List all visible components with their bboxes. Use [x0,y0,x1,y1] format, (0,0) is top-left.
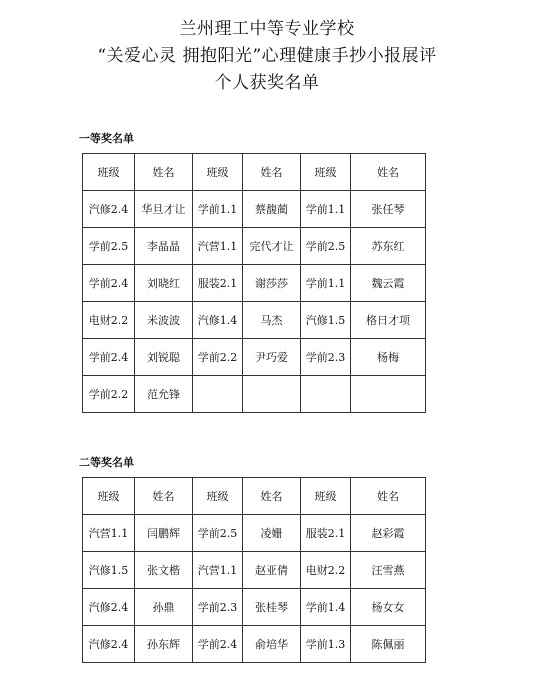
class-cell: 汽营1.1 [83,515,135,552]
name-cell: 赵亚倩 [243,552,301,589]
class-cell: 学前2.5 [193,515,243,552]
name-cell: 谢莎莎 [243,265,301,302]
class-cell: 汽修1.4 [193,302,243,339]
name-cell: 米波波 [135,302,193,339]
name-cell: 完代才让 [243,228,301,265]
first-prize-table [82,153,426,413]
class-cell: 汽修1.5 [83,552,135,589]
class-cell: 学前2.3 [301,339,351,376]
header-cell: 班级 [193,478,243,515]
class-cell: 汽修2.4 [83,191,135,228]
class-cell: 汽修1.5 [301,302,351,339]
class-cell: 学前2.2 [193,339,243,376]
second-prize-label: 二等奖名单 [79,456,134,469]
header-cell: 班级 [83,478,135,515]
name-cell: 尹巧爱 [243,339,301,376]
header-cell: 姓名 [351,154,426,191]
name-cell: 孙东辉 [135,626,193,663]
header-cell: 姓名 [135,154,193,191]
name-cell: 华旦才让 [135,191,193,228]
class-cell: 学前1.1 [193,191,243,228]
name-cell: 刘晓红 [135,265,193,302]
name-cell: 格日才项 [351,302,426,339]
header-cell: 姓名 [135,478,193,515]
class-cell: 电财2.2 [83,302,135,339]
table-row [83,376,426,413]
class-cell: 服装2.1 [193,265,243,302]
name-cell: 张文楷 [135,552,193,589]
name-cell: 苏东红 [351,228,426,265]
class-cell: 学前1.3 [301,626,351,663]
name-cell: 张桂琴 [243,589,301,626]
class-cell: 学前2.4 [83,339,135,376]
class-cell: 学前2.4 [193,626,243,663]
name-cell: 张任琴 [351,191,426,228]
header-row [83,154,426,191]
name-cell: 凌姗 [243,515,301,552]
class-cell: 学前2.2 [83,376,135,413]
header-row [83,478,426,515]
table-row [83,589,426,626]
name-cell: 李晶晶 [135,228,193,265]
name-cell: 俞培华 [243,626,301,663]
name-cell: 汪雪燕 [351,552,426,589]
header-cell: 姓名 [351,478,426,515]
name-cell: 范允锋 [135,376,193,413]
name-cell: 闫鹏辉 [135,515,193,552]
table-row [83,339,426,376]
list-title: 个人获奖名单 [214,73,320,93]
event-name: “关爱心灵 拥抱阳光”心理健康手抄小报展评 [97,46,437,66]
table-row [83,626,426,663]
header-cell: 班级 [301,478,351,515]
class-cell: 服装2.1 [301,515,351,552]
table-row [83,552,426,589]
class-cell: 汽修2.4 [83,626,135,663]
header-cell: 班级 [301,154,351,191]
table-row [83,191,426,228]
name-cell [243,376,301,413]
name-cell: 赵彩霞 [351,515,426,552]
class-cell [193,376,243,413]
header-cell: 姓名 [243,154,301,191]
class-cell: 学前1.1 [301,191,351,228]
class-cell: 学前2.5 [301,228,351,265]
class-cell [301,376,351,413]
class-cell: 学前1.4 [301,589,351,626]
class-cell: 学前2.3 [193,589,243,626]
class-cell: 汽修2.4 [83,589,135,626]
first-prize-label: 一等奖名单 [79,132,134,145]
class-cell: 汽营1.1 [193,228,243,265]
second-prize-table [82,477,426,663]
class-cell: 学前2.5 [83,228,135,265]
header-cell: 班级 [83,154,135,191]
table-row [83,265,426,302]
name-cell: 刘锐聪 [135,339,193,376]
name-cell [351,376,426,413]
class-cell: 学前1.1 [301,265,351,302]
name-cell: 孙鼎 [135,589,193,626]
table-row [83,302,426,339]
name-cell: 杨梅 [351,339,426,376]
class-cell: 汽营1.1 [193,552,243,589]
document-title [0,16,534,97]
school-name: 兰州理工中等专业学校 [179,19,355,39]
name-cell: 马杰 [243,302,301,339]
name-cell: 杨女女 [351,589,426,626]
name-cell: 魏云霞 [351,265,426,302]
name-cell: 陈佩丽 [351,626,426,663]
header-cell: 姓名 [243,478,301,515]
table-row [83,515,426,552]
header-cell: 班级 [193,154,243,191]
class-cell: 学前2.4 [83,265,135,302]
table-row [83,228,426,265]
class-cell: 电财2.2 [301,552,351,589]
name-cell: 蔡馥蔺 [243,191,301,228]
